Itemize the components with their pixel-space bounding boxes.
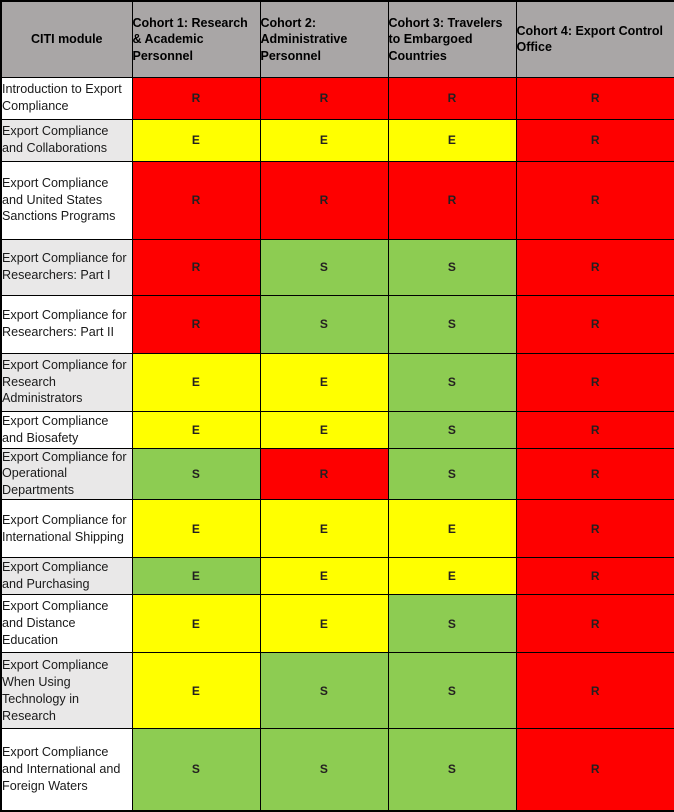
- module-name-cell: Export Compliance and Biosafety: [1, 411, 132, 448]
- status-cell-cohort3: S: [388, 295, 516, 353]
- column-header-cohort4: Cohort 4: Export Control Office: [516, 1, 674, 77]
- header-row: [1, 1, 674, 77]
- status-cell-cohort2: E: [260, 595, 388, 653]
- status-cell-cohort1: R: [132, 239, 260, 295]
- table-row: [1, 239, 674, 295]
- status-cell-cohort1: S: [132, 729, 260, 811]
- table-row: [1, 558, 674, 595]
- status-cell-cohort1: E: [132, 653, 260, 729]
- status-cell-cohort4: R: [516, 77, 674, 119]
- status-cell-cohort3: E: [388, 558, 516, 595]
- table-row: [1, 77, 674, 119]
- status-cell-cohort2: S: [260, 729, 388, 811]
- status-cell-cohort1: E: [132, 353, 260, 411]
- status-cell-cohort1: R: [132, 295, 260, 353]
- module-name-cell: Export Compliance and International and Foreign Waters: [1, 729, 132, 811]
- status-cell-cohort1: E: [132, 558, 260, 595]
- table-row: [1, 161, 674, 239]
- status-cell-cohort2: R: [260, 448, 388, 500]
- module-name-cell: Export Compliance for Researchers: Part II: [1, 295, 132, 353]
- module-name-cell: Export Compliance and Purchasing: [1, 558, 132, 595]
- table-row: [1, 119, 674, 161]
- status-cell-cohort4: R: [516, 411, 674, 448]
- status-cell-cohort2: S: [260, 653, 388, 729]
- status-cell-cohort3: R: [388, 77, 516, 119]
- module-name-cell: Introduction to Export Compliance: [1, 77, 132, 119]
- status-cell-cohort3: R: [388, 161, 516, 239]
- status-cell-cohort3: S: [388, 353, 516, 411]
- status-cell-cohort4: R: [516, 353, 674, 411]
- status-cell-cohort1: E: [132, 119, 260, 161]
- status-cell-cohort1: R: [132, 161, 260, 239]
- status-cell-cohort2: E: [260, 500, 388, 558]
- status-cell-cohort4: R: [516, 448, 674, 500]
- module-name-cell: Export Compliance for Researchers: Part I: [1, 239, 132, 295]
- status-cell-cohort2: S: [260, 295, 388, 353]
- table-row: [1, 295, 674, 353]
- module-name-cell: Export Compliance for Research Administrators: [1, 353, 132, 411]
- status-cell-cohort3: S: [388, 729, 516, 811]
- status-cell-cohort3: S: [388, 239, 516, 295]
- status-cell-cohort1: E: [132, 411, 260, 448]
- status-cell-cohort1: S: [132, 448, 260, 500]
- status-cell-cohort2: E: [260, 119, 388, 161]
- module-name-cell: Export Compliance and Collaborations: [1, 119, 132, 161]
- module-name-cell: Export Compliance and Distance Education: [1, 595, 132, 653]
- status-cell-cohort2: S: [260, 239, 388, 295]
- status-cell-cohort4: R: [516, 729, 674, 811]
- status-cell-cohort3: E: [388, 500, 516, 558]
- status-cell-cohort1: R: [132, 77, 260, 119]
- status-cell-cohort4: R: [516, 161, 674, 239]
- status-cell-cohort4: R: [516, 295, 674, 353]
- status-cell-cohort1: E: [132, 595, 260, 653]
- column-header-module: CITI module: [1, 1, 132, 77]
- status-cell-cohort3: S: [388, 653, 516, 729]
- table-row: [1, 729, 674, 811]
- module-name-cell: Export Compliance and United States Sanctions Programs: [1, 161, 132, 239]
- table-row: [1, 353, 674, 411]
- table-row: [1, 448, 674, 500]
- status-cell-cohort3: S: [388, 595, 516, 653]
- module-name-cell: Export Compliance for International Shipping: [1, 500, 132, 558]
- status-cell-cohort2: R: [260, 77, 388, 119]
- status-cell-cohort4: R: [516, 653, 674, 729]
- status-cell-cohort1: E: [132, 500, 260, 558]
- table-row: [1, 500, 674, 558]
- module-name-cell: Export Compliance for Operational Departments: [1, 448, 132, 500]
- column-header-cohort1: Cohort 1: Research & Academic Personnel: [132, 1, 260, 77]
- status-cell-cohort2: E: [260, 411, 388, 448]
- module-name-cell: Export Compliance When Using Technology in Research: [1, 653, 132, 729]
- status-cell-cohort4: R: [516, 119, 674, 161]
- status-cell-cohort4: R: [516, 595, 674, 653]
- status-cell-cohort4: R: [516, 500, 674, 558]
- status-cell-cohort3: S: [388, 411, 516, 448]
- status-cell-cohort4: R: [516, 239, 674, 295]
- column-header-cohort2: Cohort 2: Administrative Personnel: [260, 1, 388, 77]
- status-cell-cohort2: E: [260, 353, 388, 411]
- status-cell-cohort3: S: [388, 448, 516, 500]
- table-header: [1, 1, 674, 77]
- status-cell-cohort2: E: [260, 558, 388, 595]
- column-header-cohort3: Cohort 3: Travelers to Embargoed Countries: [388, 1, 516, 77]
- table-row: [1, 411, 674, 448]
- status-cell-cohort2: R: [260, 161, 388, 239]
- status-cell-cohort4: R: [516, 558, 674, 595]
- table-body: [1, 77, 674, 811]
- status-cell-cohort3: E: [388, 119, 516, 161]
- table-row: [1, 595, 674, 653]
- table-row: [1, 653, 674, 729]
